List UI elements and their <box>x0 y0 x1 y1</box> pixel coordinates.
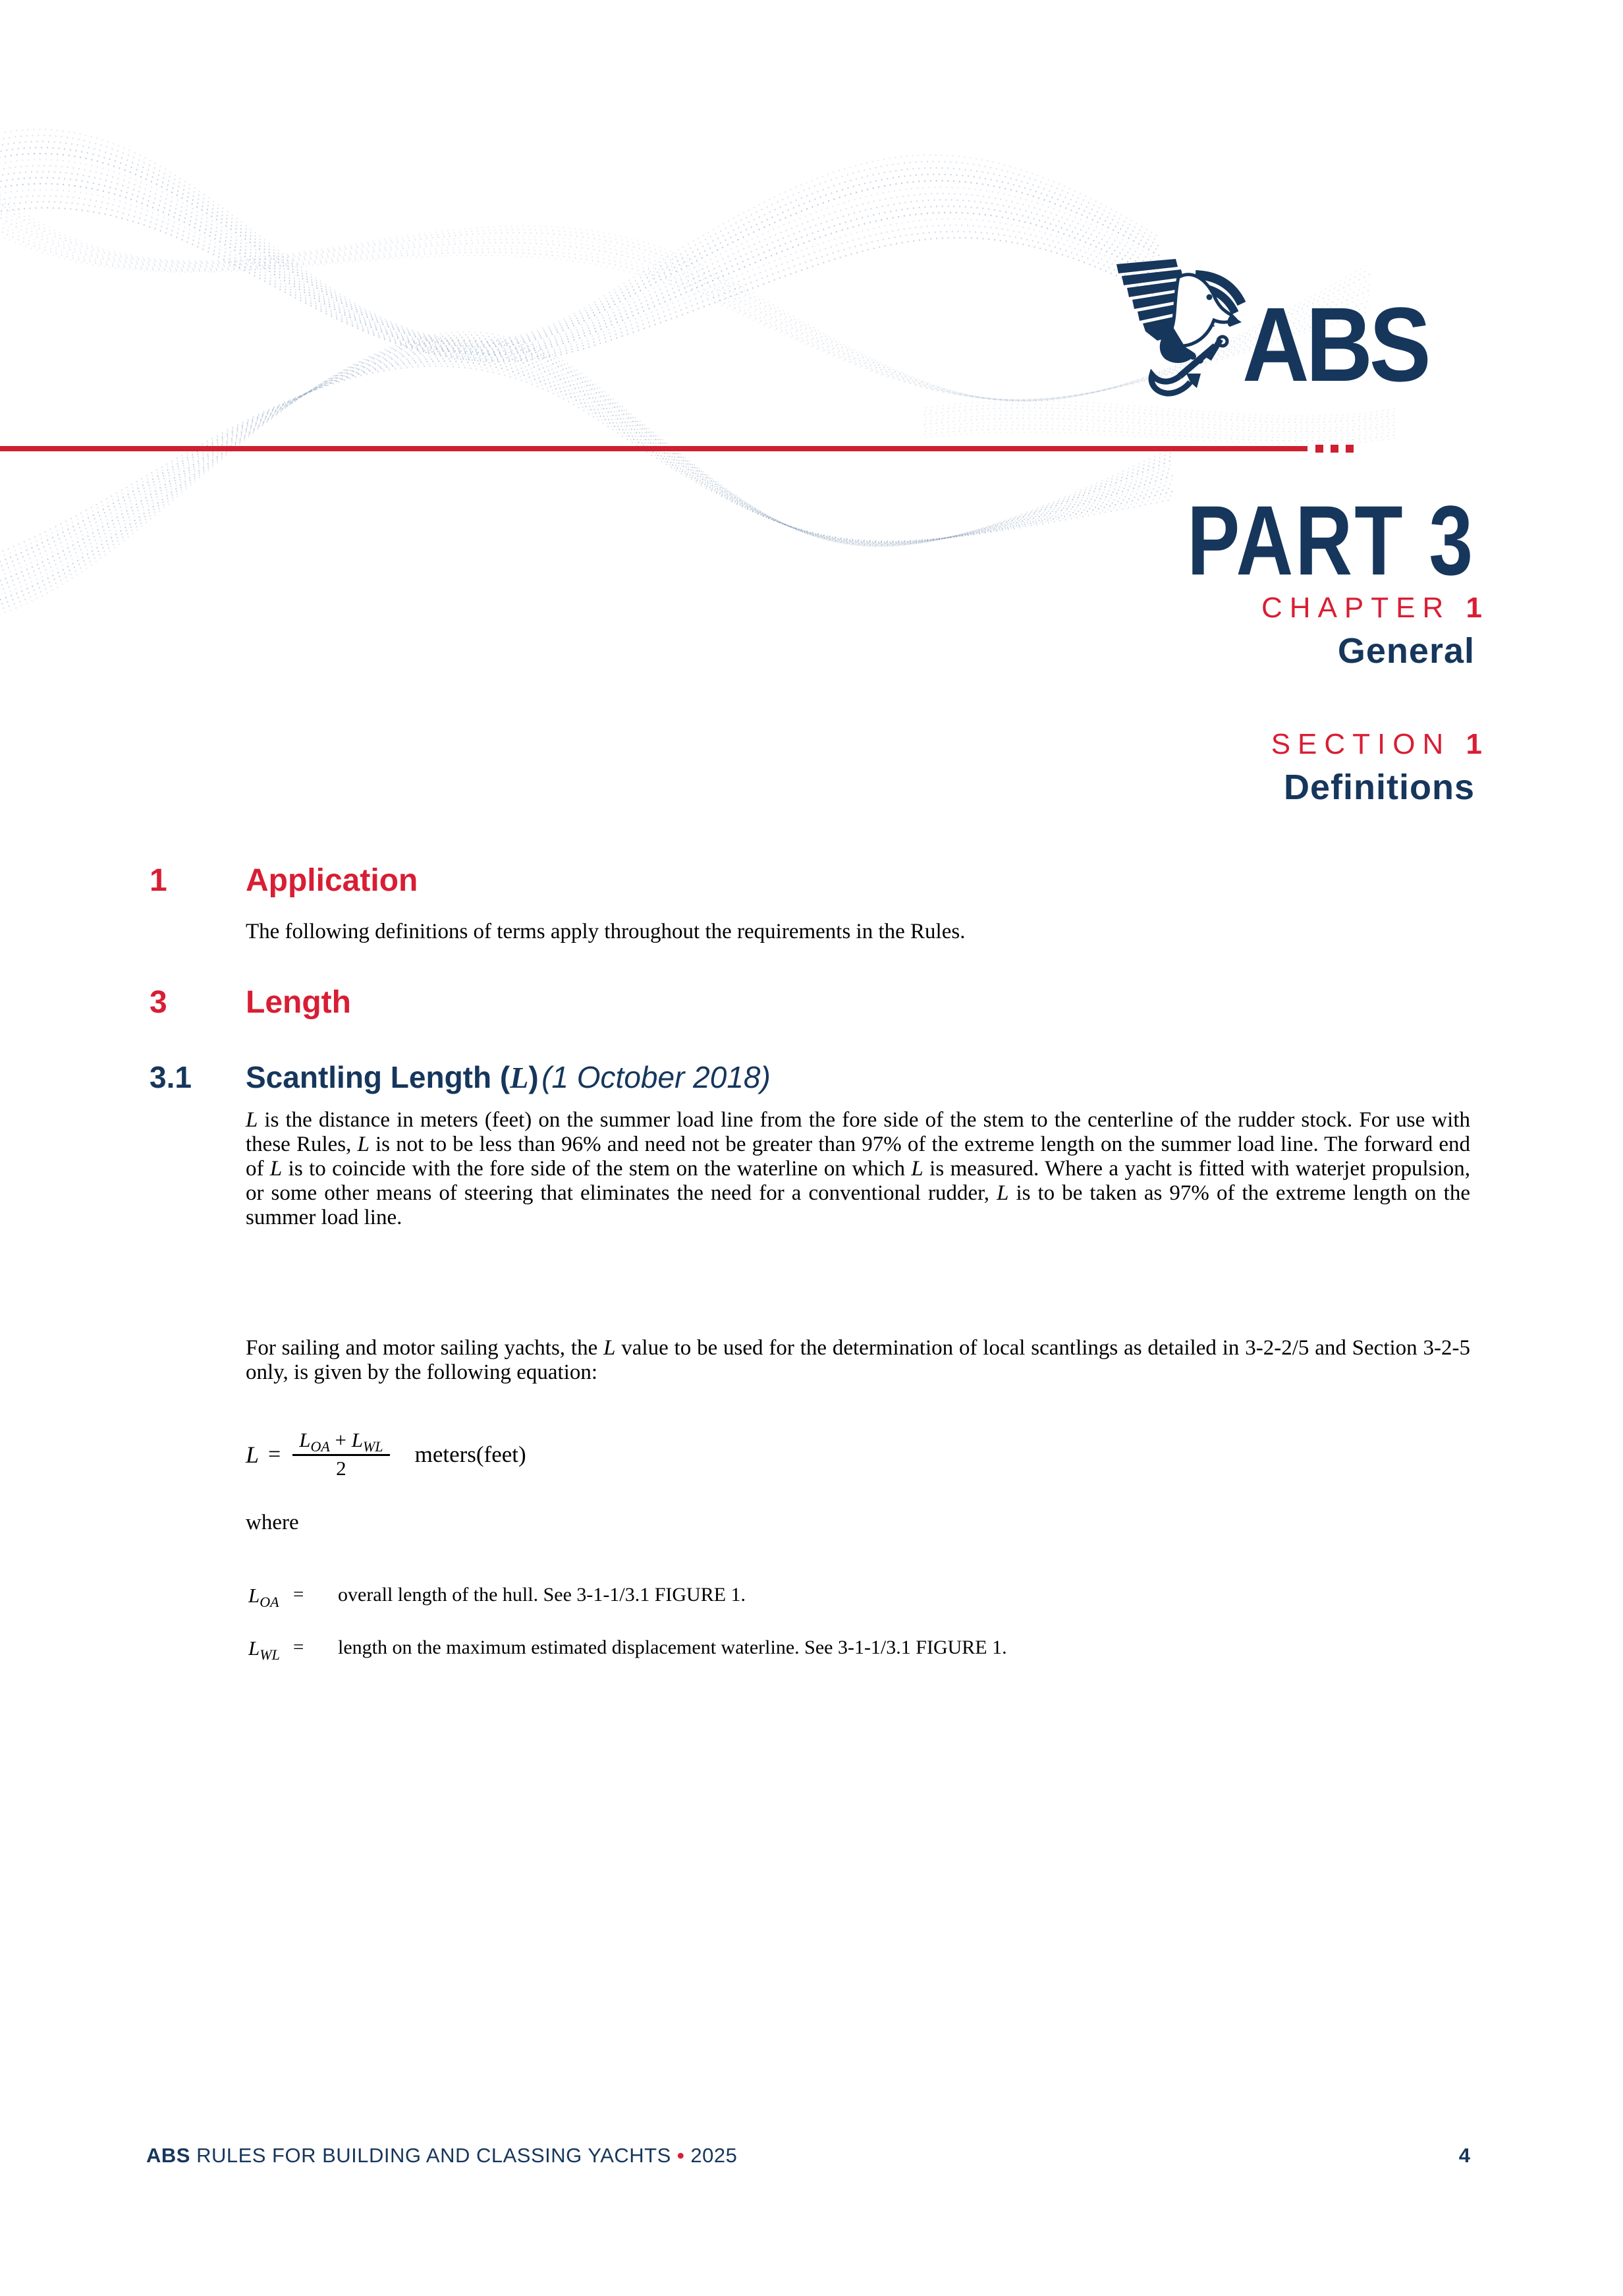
equation-numerator: $L_{OA} + L_{WL}$ <box>292 1428 389 1456</box>
variable-equals: = <box>293 1584 304 1605</box>
chapter-label <box>1261 594 1482 623</box>
footer-brand: ABS <box>146 2144 190 2167</box>
section-name: Definitions <box>1284 768 1475 807</box>
heading-title: Scantling Length (L) <box>246 1060 539 1094</box>
page-number: 4 <box>1458 2144 1470 2167</box>
section-label <box>1271 730 1482 759</box>
variable-row-lwl <box>248 1637 1473 1664</box>
variable-symbol: $L_{OA}$ <box>248 1584 279 1610</box>
footer-bullet: • <box>676 2144 685 2167</box>
red-divider-dash <box>1346 445 1354 453</box>
footer-text: RULES FOR BUILDING AND CLASSING YACHTS <box>196 2144 671 2167</box>
footer-year: 2025 <box>690 2144 738 2167</box>
heading-title: Application <box>246 863 418 898</box>
chapter-word: CHAPTER <box>1261 592 1451 624</box>
scantling-paragraph-1: L is the distance in meters (feet) on the summer load line from the fore side of the stem to the centerline of the rudder stock. For use with these Rules, L is not to be less than 96% and need not be greater than 97% of the extreme length on the summer load line. The forward end of L is to coincide with the fore side of the stem on the waterline on which L is measured. Where a yacht is fitted with waterjet propulsion, or some other means of steering that eliminates the need for a conventional rudder, L is to be taken as 97% of the extreme length on the summer load line. <box>246 1108 1470 1229</box>
heading-title: Length <box>246 985 351 1020</box>
where-label: where <box>246 1511 299 1534</box>
part-title: PART 3 <box>1186 485 1475 596</box>
equation-lhs: L <box>246 1441 260 1468</box>
heading-scantling-length <box>150 1062 1473 1093</box>
heading-number: 3.1 <box>150 1060 192 1094</box>
variable-equals: = <box>293 1637 304 1658</box>
red-divider-dash <box>1331 445 1338 453</box>
abs-eagle-logo-icon <box>1115 258 1256 399</box>
heading-number: 1 <box>150 863 167 898</box>
scantling-length-equation <box>246 1428 526 1480</box>
equation-equals: = <box>268 1442 281 1467</box>
variable-description: length on the maximum estimated displacement waterline. See 3-1-1/3.1 FIGURE 1. <box>338 1637 1007 1658</box>
variable-description: overall length of the hull. See 3-1-1/3.1 FIGURE 1. <box>338 1584 746 1606</box>
equation-fraction <box>292 1428 389 1480</box>
heading-application <box>150 865 1473 897</box>
application-body: The following definitions of terms apply throughout the requirements in the Rules. <box>246 920 966 943</box>
scantling-paragraph-2: For sailing and motor sailing yachts, the L value to be used for the determination of local scantlings as detailed in 3-2-2/5 and Section 3-2-5 only, is given by the following equation: <box>246 1336 1470 1384</box>
chapter-name: General <box>1337 631 1475 671</box>
equation-denominator: 2 <box>336 1457 346 1480</box>
variable-symbol: $L_{WL}$ <box>248 1637 280 1663</box>
section-word: SECTION <box>1271 728 1451 760</box>
equation-unit: meters(feet) <box>414 1441 526 1467</box>
heading-number: 3 <box>150 985 167 1020</box>
chapter-number: 1 <box>1466 592 1482 624</box>
red-divider-dash <box>1315 445 1323 453</box>
abs-wordmark: ABS <box>1242 285 1428 403</box>
red-divider-line <box>0 446 1307 451</box>
heading-length <box>150 987 1473 1019</box>
heading-date: (1 October 2018) <box>541 1060 771 1094</box>
footer <box>146 2144 737 2168</box>
variable-row-loa <box>248 1584 1473 1611</box>
section-number: 1 <box>1466 728 1482 760</box>
